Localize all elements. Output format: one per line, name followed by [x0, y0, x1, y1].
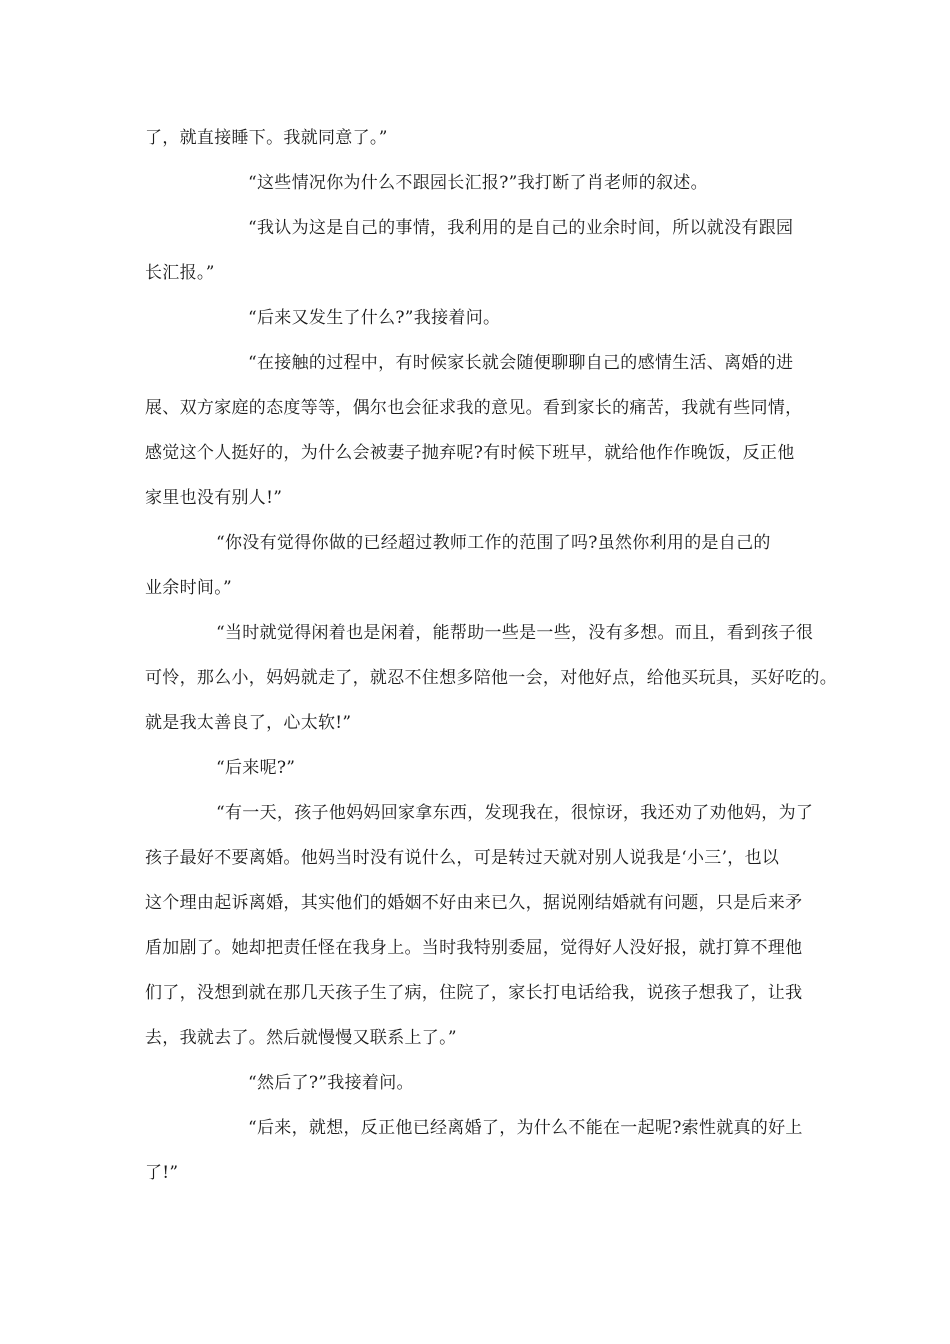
text-line-16: “有一天，孩子他妈妈回家拿东西，发现我在，很惊讶，我还劝了劝他妈，为了	[216, 803, 814, 823]
text-line-23: “后来，就想，反正他已经离婚了，为什么不能在一起呢?索性就真的好上	[248, 1118, 803, 1138]
text-line-14: 就是我太善良了，心太软!”	[145, 713, 352, 733]
text-line-19: 盾加剧了。她却把责任怪在我身上。当时我特别委屈，觉得好人没好报，就打算不理他	[145, 938, 803, 958]
text-line-21: 去，我就去了。然后就慢慢又联系上了。”	[145, 1028, 457, 1048]
text-line-12: “当时就觉得闲着也是闲着，能帮助一些是一些，没有多想。而且，看到孩子很	[216, 623, 814, 643]
text-line-20: 们了，没想到就在那几天孩子生了病，住院了，家长打电话给我，说孩子想我了，让我	[145, 983, 803, 1003]
text-line-18: 这个理由起诉离婚，其实他们的婚姻不好由来已久，据说刚结婚就有问题，只是后来矛	[145, 893, 803, 913]
text-line-10: “你没有觉得你做的已经超过教师工作的范围了吗?虽然你利用的是自己的	[216, 533, 771, 553]
text-line-2: “这些情况你为什么不跟园长汇报?”我打断了肖老师的叙述。	[248, 173, 708, 193]
text-line-15: “后来呢?”	[216, 758, 296, 778]
text-line-7: 展、双方家庭的态度等等，偶尔也会征求我的意见。看到家长的痛苦，我就有些同情，	[145, 398, 803, 418]
text-line-6: “在接触的过程中，有时候家长就会随便聊聊自己的感情生活、离婚的进	[248, 353, 794, 373]
text-line-11: 业余时间。”	[145, 578, 232, 598]
text-line-4: 长汇报。”	[145, 263, 215, 283]
text-line-3: “我认为这是自己的事情，我利用的是自己的业余时间，所以就没有跟园	[248, 218, 794, 238]
text-line-17: 孩子最好不要离婚。他妈当时没有说什么，可是转过天就对别人说我是‘小三’，也以	[145, 848, 780, 868]
text-line-24: 了!”	[145, 1163, 179, 1183]
text-line-9: 家里也没有别人!”	[145, 488, 283, 508]
text-line-8: 感觉这个人挺好的，为什么会被妻子抛弃呢?有时候下班早，就给他作作晚饭，反正他	[145, 443, 795, 463]
text-line-22: “然后了?”我接着问。	[248, 1073, 414, 1093]
text-line-5: “后来又发生了什么?”我接着问。	[248, 308, 501, 328]
text-line-13: 可怜，那么小，妈妈就走了，就忍不住想多陪他一会，对他好点，给他买玩具，买好吃的。	[145, 668, 837, 688]
text-line-1: 了，就直接睡下。我就同意了。”	[145, 128, 388, 148]
